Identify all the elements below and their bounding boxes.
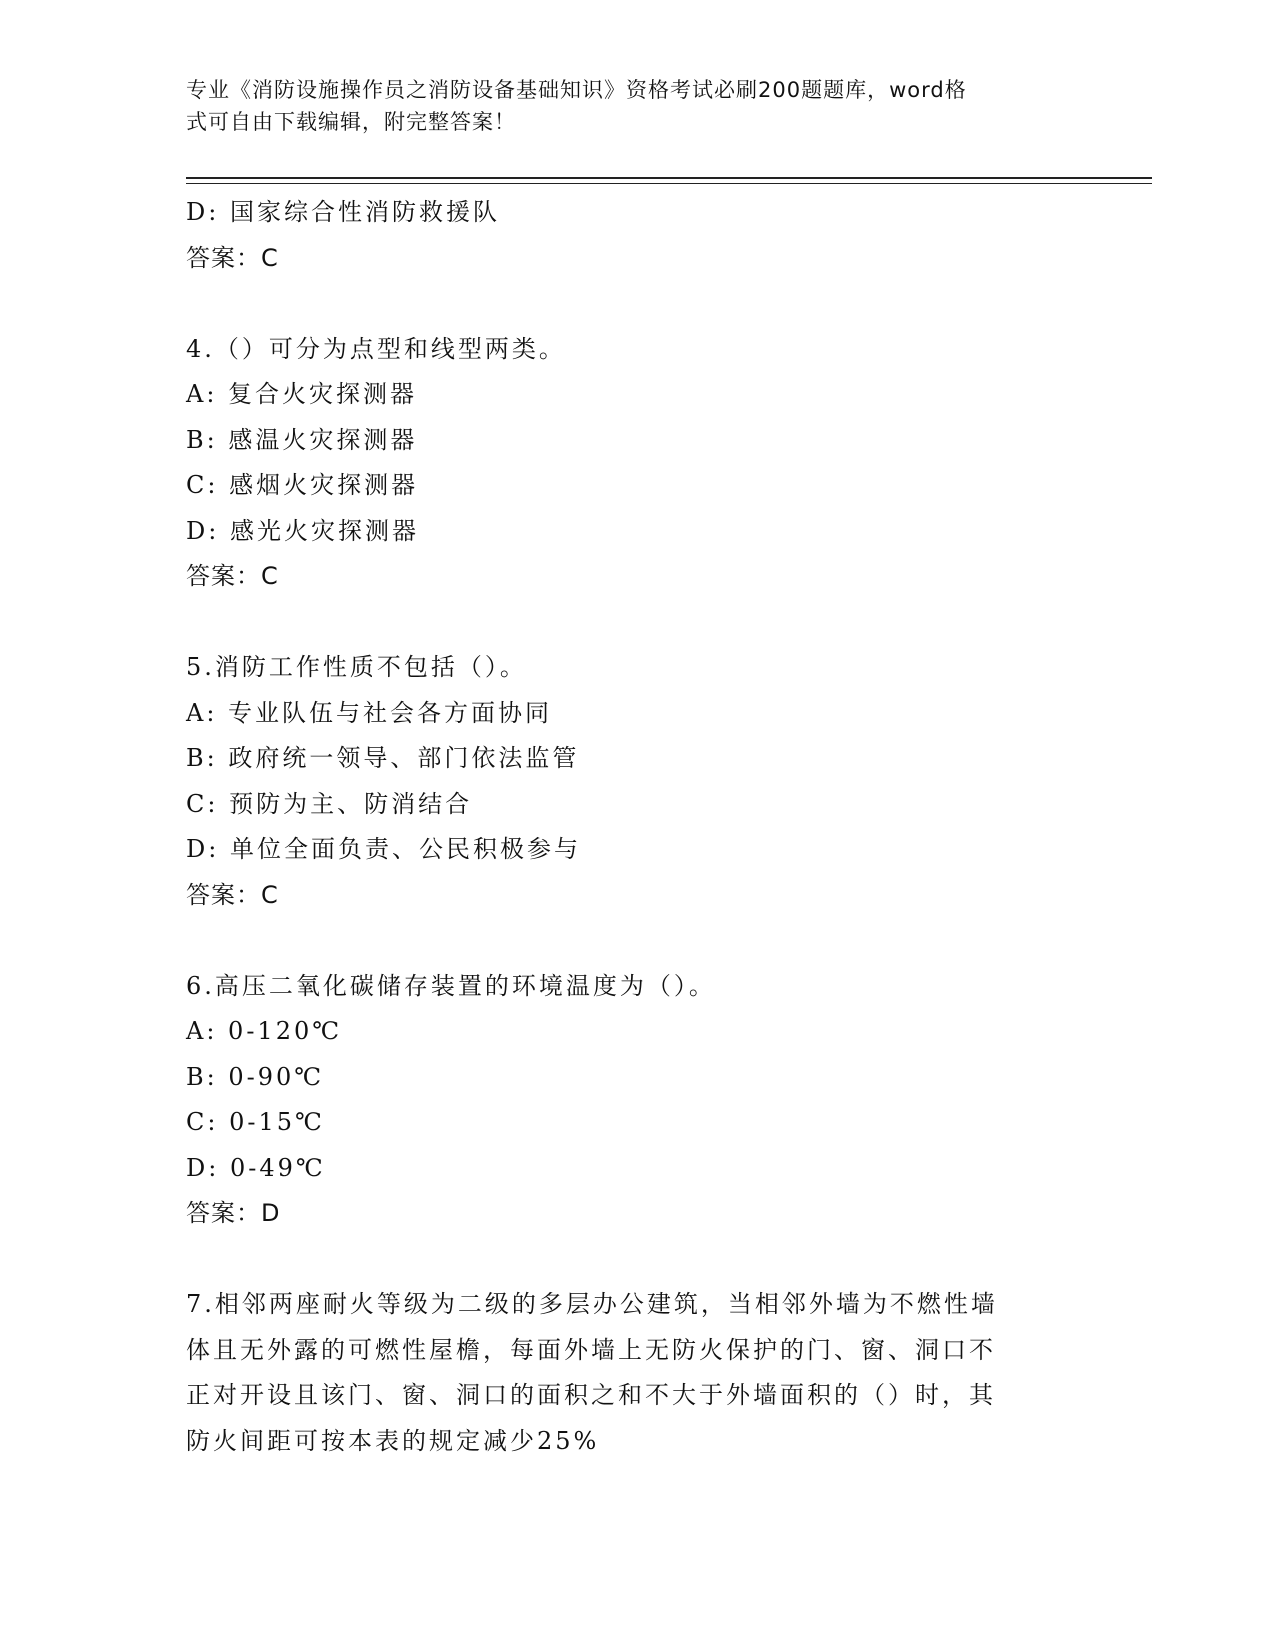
header-line-2: 式可自由下载编辑，附完整答案！ [186,110,516,134]
question-5 [186,645,1086,918]
option-d: D: 单位全面负责、公民积极参与 [186,835,581,863]
header-line-1: 专业《消防设施操作员之消防设备基础知识》资格考试必刷200题题库，word格 [186,78,967,102]
question-stem-line-1: 7.相邻两座耐火等级为二级的多层办公建筑，当相邻外墙为不燃性墙 [186,1290,998,1318]
spacer [186,600,1086,646]
option-b: B: 感温火灾探测器 [186,425,418,454]
option-a: A: 复合火灾探测器 [186,380,418,408]
question-6 [186,964,1086,1237]
question-stem-line-3: 正对开设且该门、窗、洞口的面积之和不大于外墙面积的（）时，其 [186,1381,996,1409]
option-b: B: 0-90℃ [186,1062,325,1091]
question-stem: 4.（）可分为点型和线型两类。 [186,334,566,363]
option-c: C: 感烟火灾探测器 [186,471,419,499]
question-list [186,190,1086,1464]
question-stem: 6.高压二氧化碳储存装置的环境温度为（）。 [186,971,716,1000]
answer: 答案：D [186,1199,281,1227]
header-divider-thick [186,177,1152,179]
spacer [186,281,1086,327]
option-a: A: 专业队伍与社会各方面协同 [186,698,553,727]
option-b: B: 政府统一领导、部门依法监管 [186,744,580,772]
question-3 [186,190,1086,281]
spacer [186,918,1086,964]
option-d: D: 感光火灾探测器 [186,516,419,545]
option-d: D: 国家综合性消防救援队 [186,198,500,226]
document-header [186,74,1076,138]
option-a: A: 0-120℃ [186,1017,343,1045]
answer: 答案：C [186,880,279,909]
option-d: D: 0-49℃ [186,1153,326,1182]
question-4 [186,327,1086,600]
answer: 答案：C [186,562,279,590]
answer: 答案：C [186,243,279,272]
question-stem-line-2: 体且无外露的可燃性屋檐，每面外墙上无防火保护的门、窗、洞口不 [186,1335,996,1364]
question-stem: 5.消防工作性质不包括（）。 [186,653,527,681]
option-c: C: 0-15℃ [186,1108,325,1136]
header-divider-thin [186,183,1152,184]
option-c: C: 预防为主、防消结合 [186,789,473,818]
question-7 [186,1282,1086,1464]
question-stem-line-4: 防火间距可按本表的规定减少25% [186,1426,600,1455]
spacer [186,1237,1086,1283]
